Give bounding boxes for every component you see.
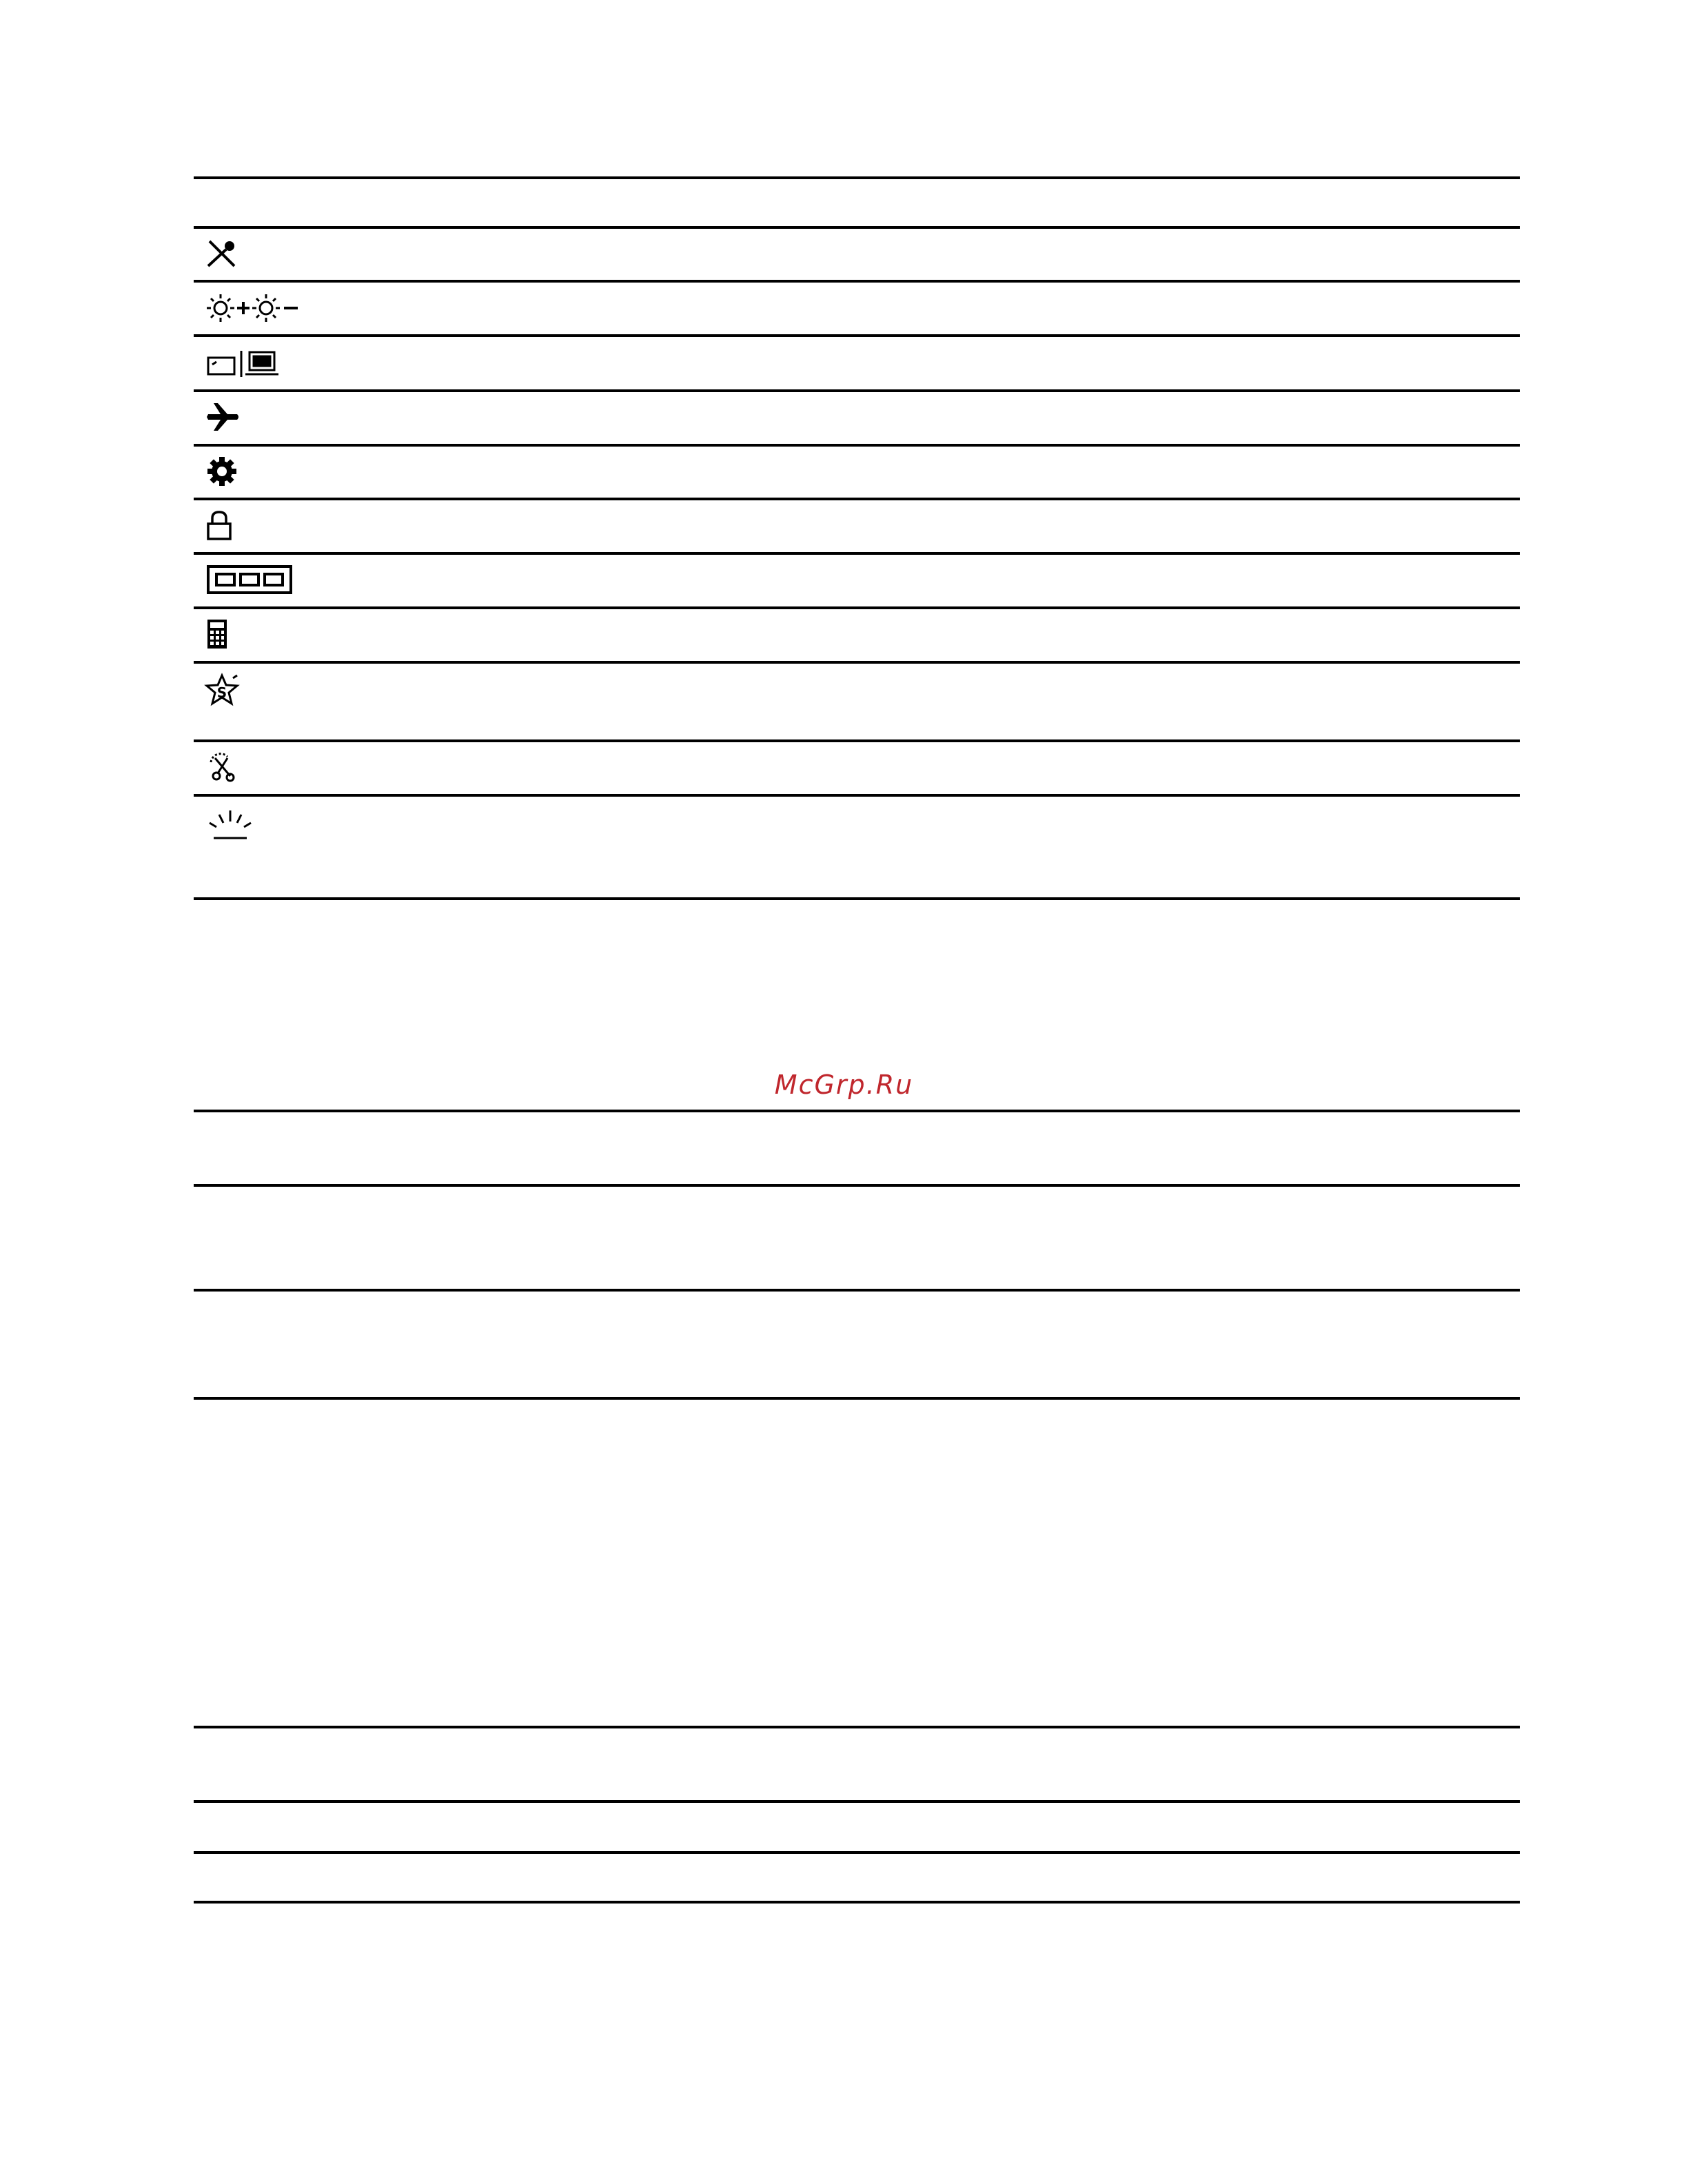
table-row-rule bbox=[194, 1289, 1520, 1292]
table-bottom-rule bbox=[194, 1901, 1520, 1904]
calculator-icon bbox=[207, 619, 227, 649]
table-row-rule bbox=[194, 1851, 1520, 1854]
table-row-rule bbox=[194, 280, 1520, 283]
table-bottom-rule bbox=[194, 1397, 1520, 1400]
table-row-rule bbox=[194, 444, 1520, 447]
table-row-rule bbox=[194, 498, 1520, 500]
brightness-up-down-icon bbox=[207, 293, 301, 323]
settings-gear-icon bbox=[207, 456, 237, 487]
task-view-icon bbox=[207, 565, 292, 594]
keyboard-backlight-icon bbox=[207, 808, 254, 841]
table-top-rule bbox=[194, 176, 1520, 179]
table-top-rule bbox=[194, 1726, 1520, 1728]
airplane-mode-icon bbox=[207, 402, 240, 432]
display-mode-icon bbox=[207, 348, 281, 378]
table-row-rule bbox=[194, 1800, 1520, 1803]
favorite-star-icon bbox=[207, 674, 240, 706]
table-row-rule bbox=[194, 794, 1520, 797]
lock-icon bbox=[207, 510, 232, 540]
svg-text:S: S bbox=[216, 684, 227, 701]
snipping-tool-icon bbox=[207, 753, 237, 783]
watermark: McGrp.Ru bbox=[774, 1070, 914, 1100]
table-header-rule bbox=[194, 226, 1520, 229]
table-row-rule bbox=[194, 552, 1520, 555]
table-row-rule bbox=[194, 334, 1520, 337]
table-row-rule bbox=[194, 1184, 1520, 1187]
table-row-rule bbox=[194, 389, 1520, 392]
table-row-rule bbox=[194, 661, 1520, 664]
table-row-rule bbox=[194, 739, 1520, 742]
mic-mute-icon bbox=[207, 238, 237, 269]
table-row-rule bbox=[194, 606, 1520, 609]
table-top-rule bbox=[194, 1110, 1520, 1112]
table-bottom-rule bbox=[194, 897, 1520, 900]
